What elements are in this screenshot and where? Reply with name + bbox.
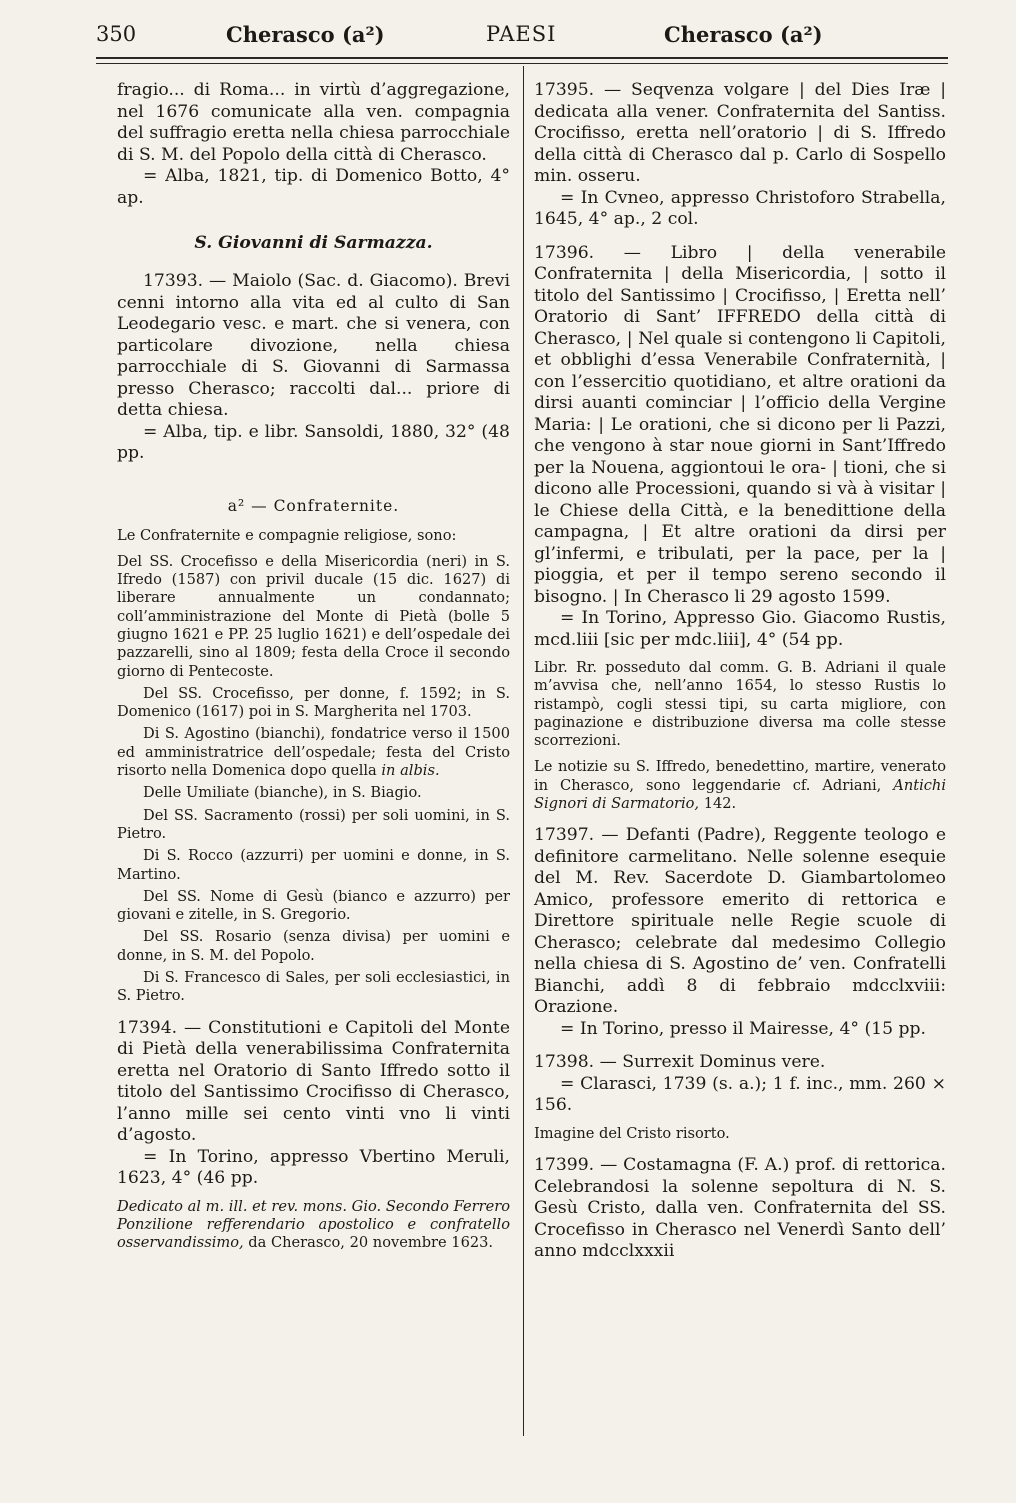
confraternity-1: Del SS. Crocefisso e della Misericordia (neri) in S. Ifredo (1587) con privil ducale (15 dic. 1627) di liberare annualmente un condannato; coll’amministrazione del Monte di Pietà (bolle 5 giugno 1621 e PP. 25 luglio 1621) e dell’ospedale dei pazzarelli, sino al 1809; festa della Croce il secondo giorno di Pentecoste. (117, 552, 510, 680)
header-rule-bottom (96, 63, 948, 64)
confraternity-3-text: Di S. Agostino (bianchi), fondatrice verso il 1500 ed amministratrice dell’ospedale; festa del Cristo risorto nella Domenica dopo quella (117, 725, 510, 780)
confraternity-2: Del SS. Crocefisso, per donne, f. 1592; in S. Domenico (1617) poi in S. Margherita nel 1703. (117, 684, 510, 721)
confraternite-intro: Le Confraternite e compagnie religiose, sono: (117, 526, 457, 544)
entry-17395: 17395. — Seqvenza volgare | del Dies Iræ | dedicata alla vener. Confraternita del Santiss. Crocifisso, eretta nell’oratorio | di S. Iffredo della città di Cherasco dal p. Carlo di Sospello min. osseru. (534, 80, 946, 186)
entry-17396-note: Libr. Rr. posseduto dal comm. G. B. Adriani il quale m’avvisa che, nell’anno 1654, lo stesso Rustis lo ristampò, cogli stessi tipi, su carta migliore, con paginazione e distribuzione diversa ma colle stesse scorrezioni. (534, 659, 946, 750)
confraternity-8: Del SS. Rosario (senza divisa) per uomini e donne, in S. M. del Popolo. (117, 928, 510, 964)
entry-17394-note-text: da Cherasco, 20 novembre 1623. (243, 1234, 494, 1252)
entry-continuation: fragio... di Roma... in virtù d’aggregazione, nel 1676 comunicate alla ven. compagnia del suffragio eretta nella chiesa parrocchiale di S. M. del Popolo della città di Cherasco. (117, 80, 510, 165)
entry-17396-note2 (534, 758, 946, 813)
running-title-right: Cherasco (a²) (664, 22, 823, 47)
confraternity-7: Del SS. Nome di Gesù (bianco e azzurro) per giovani e zitelle, in S. Gregorio. (117, 887, 510, 924)
entry-17396-imprint: = In Torino, Appresso Gio. Giacomo Rustis, mcd.liii [sic per mdc.liii], 4° (54 pp. (534, 608, 946, 650)
header-rule-top (96, 57, 948, 59)
entry-17393: 17393. — Maiolo (Sac. d. Giacomo). Brevi cenni intorno alla vita ed al culto di San Leodegario vesc. e mart. che si venera, con particolare divozione, nella chiesa parrocchiale di S. Giovanni di Sarmassa presso Cherasco; raccolti dal... priore di detta chiesa. (117, 271, 510, 420)
confraternity-4: Delle Umiliate (bianche), in S. Biagio. (143, 784, 422, 802)
entry-17394-note-italic: Dedicato al m. ill. et rev. mons. Gio. Secondo Ferrero Ponzilione refferendario apostolico e confratello osservandissimo, (117, 1197, 510, 1252)
page-header (96, 18, 946, 58)
entry-17397-imprint: = In Torino, presso il Mairesse, 4° (15 pp. (560, 1018, 926, 1039)
entry-17394: 17394. — Constitutioni e Capitoli del Monte di Pietà della venerabilissima Confraternita eretta nel Oratorio di Santo Iffredo sotto il titolo del Santissimo Crocifisso di Cherasco, l’anno mille sei cento vinti vno li vinti d’agosto. (117, 1017, 510, 1146)
entry-17397: 17397. — Defanti (Padre), Reggente teologo e definitore carmelitano. Nelle solenne esequie del M. Rev. Sacerdote D. Giambartolomeo Amico, professore emerito di rettorica e Direttore spirituale nelle Regie scuole di Cherasco; celebrate dal medesimo Collegio nella chiesa di S. Agostino de’ ven. Confratelli Bianchi, addì 8 di febbraio mdcclxviii: Orazione. (534, 825, 946, 1018)
confraternity-3 (117, 725, 510, 780)
section-heading-confraternite: a² — Confraternite. (227, 496, 400, 515)
running-title-center: PAESI (486, 22, 557, 46)
confraternity-9: Di S. Francesco di Sales, per soli ecclesiastici, in S. Pietro. (117, 969, 510, 1005)
entry-17393-imprint: = Alba, tip. e libr. Sansoldi, 1880, 32° (48 pp. (117, 421, 510, 463)
entry-17398-imprint: = Clarasci, 1739 (s. a.); 1 f. inc., mm. 260 × 156. (534, 1073, 946, 1116)
entry-17396-note2-text: Le notizie su S. Iffredo, benedettino, martire, venerato in Cherasco, sono leggendarie cf. Adriani, (534, 758, 946, 794)
entry-17399: 17399. — Costamagna (F. A.) prof. di rettorica. Celebrandosi la solenne sepoltura di N. S. Gesù Cristo, dalla ven. Confraternita del SS. Crocefisso in Cherasco nel Venerdì Santo dell’ anno mdcclxxxii (534, 1155, 946, 1262)
confraternity-5: Del SS. Sacramento (rossi) per soli uomini, in S. Pietro. (117, 806, 510, 842)
entry-17396-note2-end: 142. (699, 795, 737, 813)
entry-17396-note2-italic: Antichi Signori di Sarmatorio, (534, 776, 946, 813)
entry-17395-imprint: = In Cvneo, appresso Christoforo Strabella, 1645, 4° ap., 2 col. (534, 187, 946, 229)
page-number: 350 (96, 22, 137, 46)
entry-imprint: = Alba, 1821, tip. di Domenico Botto, 4° ap. (117, 166, 510, 208)
confraternity-3-italic: in albis. (381, 762, 440, 780)
entry-17394-imprint: = In Torino, appresso Vbertino Meruli, 1623, 4° (46 pp. (117, 1146, 510, 1189)
entry-17396: 17396. — Libro | della venerabile Confraternita | della Misericordia, | sotto il titolo del Santissimo | Crocifisso, | Eretta nell’ Oratorio di Sant’ IFFREDO della città di Cherasco, | Nel quale si contengono li Capitoli, et obblighi d’essa Venerabile Confraternità, | con l’essercitio quotidiano, et altre orationi da dirsi auanti cominciar | l’officio della Vergine Maria: | Le orationi, che si dicono per li Pazzi, che vengono à star noue giorni in Sant’Iffredo per la Nouena, aggiontoui le ora- | tioni, che si dicono alle Processioni, quando si và à visitar | le Chiese della Città, e la benedittione della campagna, | Et altre orationi da dirsi per gl’infermi, e tribulati, per la pace, per la | pioggia, et per il tempo sereno secondo il bisogno. | In Cherasco li 29 agosto 1599. (534, 242, 946, 607)
entry-17394-note (117, 1198, 510, 1253)
entry-17398: 17398. — Surrexit Dominus vere. (534, 1052, 826, 1073)
confraternity-6: Di S. Rocco (azzurri) per uomini e donne, in S. Martino. (117, 847, 510, 883)
column-divider (523, 66, 524, 1436)
right-column (534, 80, 946, 1263)
entry-17398-note: Imagine del Cristo risorto. (534, 1124, 730, 1142)
running-title-left: Cherasco (a²) (226, 22, 385, 47)
left-column (117, 80, 510, 1253)
section-heading-sarmazza: S. Giovanni di Sarmazza. (194, 233, 433, 253)
